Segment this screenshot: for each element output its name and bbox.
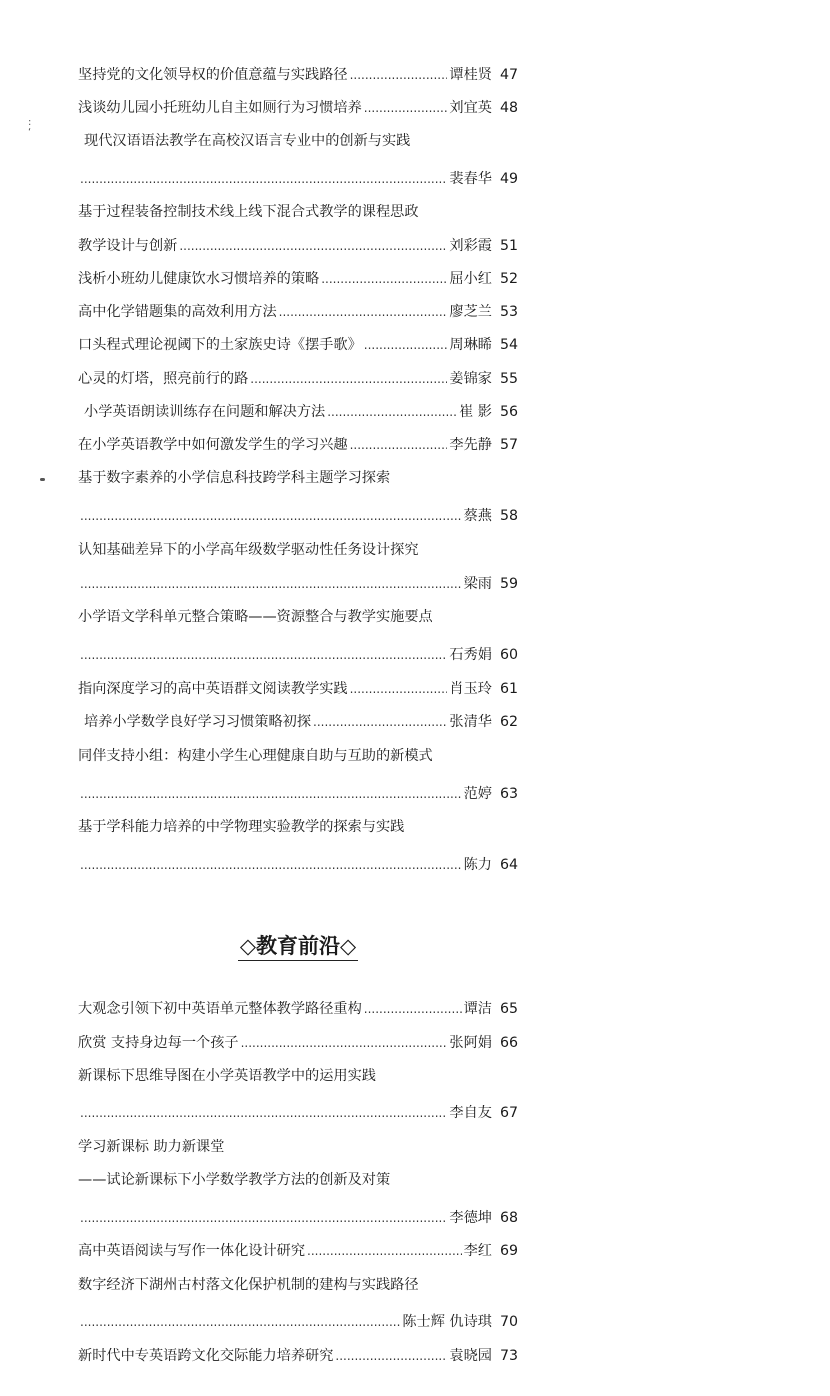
toc-entry-title: 口头程式理论视阈下的土家族史诗《摆手歌》 xyxy=(78,337,362,353)
toc-entry xyxy=(78,745,518,767)
toc-entry-author: 李德坤 xyxy=(449,1210,492,1226)
toc-entry xyxy=(78,1136,518,1158)
leader-dots xyxy=(350,64,448,86)
toc-entry xyxy=(78,467,518,489)
toc-entry xyxy=(78,268,518,290)
toc-entry-title: 培养小学数学良好学习习惯策略初探 xyxy=(84,714,312,730)
toc-entry-title: 心灵的灯塔，照亮前行的路 xyxy=(78,371,249,387)
toc-entry xyxy=(78,1274,518,1296)
leader-dots xyxy=(179,235,447,257)
toc-entry-page: 70 xyxy=(499,1314,518,1330)
toc-entry-title: 浅谈幼儿园小托班幼儿自主如厕行为习惯培养 xyxy=(78,100,362,116)
section-heading-text: ◇教育前沿◇ xyxy=(238,933,358,961)
toc-entry-title: 数字经济下湖州古村落文化保护机制的建构与实践路径 xyxy=(78,1277,419,1293)
toc-entry-page: 58 xyxy=(499,508,518,524)
toc-entry-page: 60 xyxy=(499,647,518,663)
toc-entry-page: 49 xyxy=(499,171,518,187)
toc-entry xyxy=(78,1032,518,1054)
toc-entry-title: 现代汉语语法教学在高校汉语言专业中的创新与实践 xyxy=(84,133,411,149)
leader-dots xyxy=(80,505,462,527)
toc-entry xyxy=(78,539,518,561)
toc-entry xyxy=(78,235,518,257)
leader-dots xyxy=(307,1240,462,1262)
toc-entry-page: 57 xyxy=(499,437,518,453)
toc-entry xyxy=(78,644,518,666)
toc-entry-title: 小学语文学科单元整合策略——资源整合与教学实施要点 xyxy=(78,609,433,625)
toc-entry xyxy=(78,854,518,876)
toc-entry-author: 石秀娟 xyxy=(449,647,492,663)
leader-dots xyxy=(350,678,448,700)
leader-dots xyxy=(80,1102,447,1124)
toc-entry-author: 李先静 xyxy=(449,437,492,453)
toc-entry xyxy=(78,678,518,700)
toc-entry xyxy=(78,1169,518,1191)
leader-dots xyxy=(335,1345,447,1367)
toc-entry-author: 陈士辉 仇诗琪 xyxy=(402,1314,492,1330)
toc-entry xyxy=(78,401,518,423)
toc-entry-author: 李红 xyxy=(463,1243,492,1259)
toc-entry-page: 54 xyxy=(499,337,518,353)
toc-entry-title: 在小学英语教学中如何激发学生的学习兴趣 xyxy=(78,437,348,453)
scan-speck xyxy=(40,478,45,481)
leader-dots xyxy=(80,168,447,190)
toc-entry-page: 69 xyxy=(499,1243,518,1259)
toc-entry-title: 大观念引领下初中英语单元整体教学路径重构 xyxy=(78,1001,362,1017)
toc-entry xyxy=(78,201,518,223)
toc-entry-page: 59 xyxy=(499,576,518,592)
toc-entry xyxy=(78,1207,518,1229)
toc-entry xyxy=(78,64,518,86)
toc-entry xyxy=(78,711,518,733)
toc-entry-page: 64 xyxy=(499,857,518,873)
toc-entry-title: ——试论新课标下小学数学教学方法的创新及对策 xyxy=(78,1172,391,1188)
toc-entry-page: 73 xyxy=(499,1348,518,1364)
leader-dots xyxy=(364,97,448,119)
toc-entry xyxy=(78,434,518,456)
toc-entry-author: 谭洁 xyxy=(463,1001,492,1017)
toc-entry xyxy=(78,301,518,323)
toc-entry-page: 62 xyxy=(499,714,518,730)
toc-entry-page: 61 xyxy=(499,681,518,697)
leader-dots xyxy=(80,1207,447,1229)
toc-entry-author: 张清华 xyxy=(449,714,492,730)
toc-entry-page: 68 xyxy=(499,1210,518,1226)
toc-entry xyxy=(78,816,518,838)
toc-entry-title: 指向深度学习的高中英语群文阅读教学实践 xyxy=(78,681,348,697)
leader-dots xyxy=(80,854,462,876)
toc-entry-author: 屈小红 xyxy=(449,271,492,287)
toc-entry-page: 48 xyxy=(499,100,518,116)
toc-entry-page: 55 xyxy=(499,371,518,387)
toc-entry-author: 姜锦家 xyxy=(449,371,492,387)
toc-entry-page: 51 xyxy=(499,238,518,254)
toc-entry xyxy=(78,1102,518,1124)
toc-entry-author: 袁晓园 xyxy=(449,1348,492,1364)
toc-entry-author: 梁雨 xyxy=(463,576,492,592)
leader-dots xyxy=(364,998,462,1020)
toc-entry-title: 基于过程装备控制技术线上线下混合式教学的课程思政 xyxy=(78,204,419,220)
toc-entry-author: 刘彩霞 xyxy=(449,238,492,254)
toc-entry-title: 学习新课标 助力新课堂 xyxy=(78,1139,225,1155)
toc-entry xyxy=(78,1240,518,1262)
toc-entry xyxy=(78,998,518,1020)
toc-entry-page: 52 xyxy=(499,271,518,287)
leader-dots xyxy=(80,1311,400,1333)
toc-entry-page: 47 xyxy=(499,67,518,83)
toc-entry xyxy=(78,168,518,190)
toc-entry-author: 周琳睎 xyxy=(449,337,492,353)
toc-entry-title: 基于数字素养的小学信息科技跨学科主题学习探索 xyxy=(78,470,391,486)
toc-entry-author: 肖玉玲 xyxy=(449,681,492,697)
toc-entry-title: 高中化学错题集的高效利用方法 xyxy=(78,304,277,320)
toc-entry-page: 67 xyxy=(499,1105,518,1121)
toc-entry xyxy=(78,1311,518,1333)
toc-entry-author: 范婷 xyxy=(463,786,492,802)
toc-entry-title: 同伴支持小组：构建小学生心理健康自助与互助的新模式 xyxy=(78,748,433,764)
toc-entry xyxy=(78,130,518,152)
scan-margin-marks: : ‘ xyxy=(28,117,32,138)
leader-dots xyxy=(241,1032,448,1054)
toc-entry xyxy=(78,368,518,390)
toc-entry-author: 裴春华 xyxy=(449,171,492,187)
toc-entry-title: 新时代中专英语跨文化交际能力培养研究 xyxy=(78,1348,334,1364)
toc-entry-title: 新课标下思维导图在小学英语教学中的运用实践 xyxy=(78,1068,376,1084)
toc-entry-page: 66 xyxy=(499,1035,518,1051)
toc-entry-title: 认知基础差异下的小学高年级数学驱动性任务设计探究 xyxy=(78,542,419,558)
toc-entry-author: 蔡燕 xyxy=(463,508,492,524)
toc-entry xyxy=(78,1345,518,1367)
leader-dots xyxy=(80,573,462,595)
toc-entry xyxy=(78,783,518,805)
toc-entry-title: 高中英语阅读与写作一体化设计研究 xyxy=(78,1243,306,1259)
leader-dots xyxy=(321,268,447,290)
toc-entry xyxy=(78,1065,518,1087)
leader-dots xyxy=(350,434,448,456)
toc-entry-author: 李自友 xyxy=(449,1105,492,1121)
toc-entry-page: 65 xyxy=(499,1001,518,1017)
toc-entry xyxy=(78,334,518,356)
toc-entry-page: 53 xyxy=(499,304,518,320)
toc-entry-page: 63 xyxy=(499,786,518,802)
toc-entry-title: 欣赏 支持身边每一个孩子 xyxy=(78,1035,239,1051)
leader-dots xyxy=(313,711,447,733)
section-heading xyxy=(78,930,518,960)
toc-entry-title: 教学设计与创新 xyxy=(78,238,178,254)
toc-entry-page: 56 xyxy=(499,404,518,420)
leader-dots xyxy=(80,783,462,805)
leader-dots xyxy=(327,401,457,423)
toc-entry-title: 浅析小班幼儿健康饮水习惯培养的策略 xyxy=(78,271,320,287)
toc-entry-author: 陈力 xyxy=(463,857,492,873)
toc-entry-author: 谭桂贤 xyxy=(449,67,492,83)
toc-entry-title: 基于学科能力培养的中学物理实验教学的探索与实践 xyxy=(78,819,405,835)
leader-dots xyxy=(80,644,447,666)
leader-dots xyxy=(364,334,448,356)
toc-entry-author: 崔 影 xyxy=(459,404,492,420)
toc-entry-title: 坚持党的文化领导权的价值意蕴与实践路径 xyxy=(78,67,348,83)
toc-entry xyxy=(78,505,518,527)
toc-entry xyxy=(78,606,518,628)
leader-dots xyxy=(250,368,447,390)
toc-entry-title: 小学英语朗读训练存在问题和解决方法 xyxy=(84,404,326,420)
toc-entry xyxy=(78,573,518,595)
toc-entry-author: 刘宜英 xyxy=(449,100,492,116)
toc-entry xyxy=(78,97,518,119)
toc-entry-author: 张阿娟 xyxy=(449,1035,492,1051)
leader-dots xyxy=(279,301,448,323)
toc-entry-author: 廖芝兰 xyxy=(449,304,492,320)
